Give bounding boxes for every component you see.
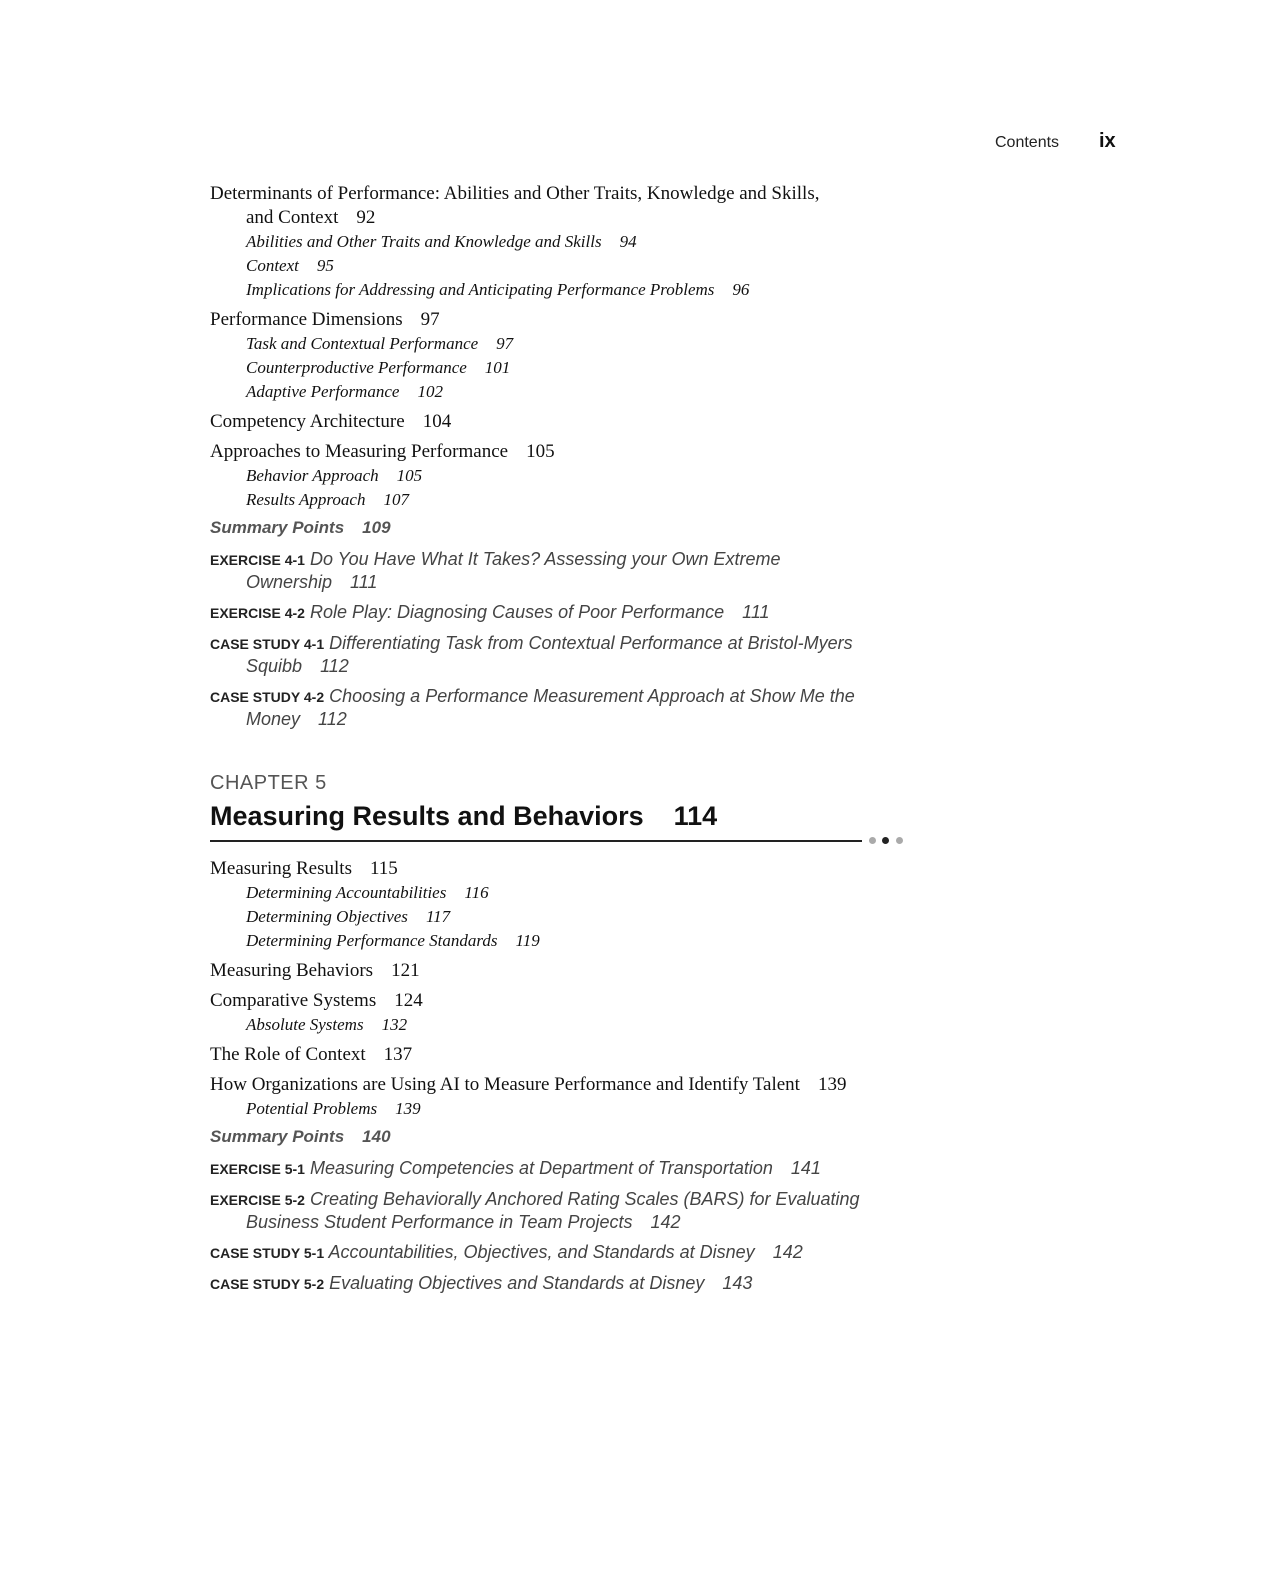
toc-entry-title: Competency Architecture xyxy=(210,411,405,432)
exercise-page: 141 xyxy=(790,1158,821,1178)
toc-subentry-title: Determining Performance Standards xyxy=(246,931,498,950)
case-study-title: Evaluating Objectives and Standards at Disney xyxy=(329,1273,705,1293)
toc-entry-page: 124 xyxy=(394,990,423,1011)
summary-points-entry[interactable] xyxy=(210,1125,930,1149)
exercise-title: Measuring Competencies at Department of Transportation xyxy=(309,1158,773,1178)
toc-entry-title-cont: and Context xyxy=(246,207,339,228)
toc-entry-title: Performance Dimensions xyxy=(210,309,403,330)
running-header xyxy=(995,130,1125,154)
toc-entry-title: Measuring Results xyxy=(210,858,352,879)
chapter-page: 114 xyxy=(673,801,718,831)
toc-entry-page: 105 xyxy=(526,441,555,462)
summary-points-title: Summary Points xyxy=(210,1127,345,1146)
toc-subentry-page: 117 xyxy=(425,907,451,926)
exercise-title: Creating Behaviorally Anchored Rating Scales (BARS) for Evaluating xyxy=(309,1189,860,1209)
toc-entry-title: Measuring Behaviors xyxy=(210,960,374,981)
toc-entry-page: 104 xyxy=(422,411,452,432)
case-study-label: CASE STUDY 5-2 xyxy=(210,1276,325,1292)
case-study-page: 143 xyxy=(722,1273,753,1293)
toc-subentry[interactable] xyxy=(210,380,930,404)
toc-entry[interactable] xyxy=(210,1043,930,1067)
case-study-entry[interactable] xyxy=(210,1272,930,1295)
toc-subentry-page: 116 xyxy=(464,883,489,902)
toc-entry-title: Approaches to Measuring Performance xyxy=(210,441,509,462)
toc-subentry[interactable] xyxy=(210,464,930,488)
case-study-entry[interactable] xyxy=(210,1241,930,1264)
toc-entry[interactable] xyxy=(210,857,930,881)
exercise-entry[interactable] xyxy=(210,1157,930,1180)
toc-subentry[interactable] xyxy=(210,488,930,512)
exercise-title: Role Play: Diagnosing Causes of Poor Performance xyxy=(309,602,725,622)
toc-subentry-title: Task and Contextual Performance xyxy=(246,334,479,353)
toc-entry-title: The Role of Context xyxy=(210,1044,366,1065)
toc-entry-page: 139 xyxy=(817,1074,847,1095)
toc-subentry-title: Determining Accountabilities xyxy=(246,883,447,902)
exercise-page: 111 xyxy=(742,602,770,622)
exercise-title-cont: Ownership xyxy=(246,572,333,592)
toc-entry-page: 97 xyxy=(420,309,440,330)
case-study-title: Accountabilities, Objectives, and Standards at Disney xyxy=(328,1242,755,1262)
case-study-page: 112 xyxy=(318,709,347,729)
chapter-rule xyxy=(210,835,910,847)
exercise-page: 111 xyxy=(350,572,378,592)
exercise-label: EXERCISE 5-2 xyxy=(210,1192,305,1208)
case-study-label: CASE STUDY 5-1 xyxy=(210,1245,325,1261)
toc-subentry-title: Context xyxy=(246,256,299,275)
toc-subentry[interactable] xyxy=(210,929,930,953)
toc-entry-page: 92 xyxy=(356,207,376,228)
toc-subentry[interactable] xyxy=(210,1097,930,1121)
case-study-title-cont: Money xyxy=(246,709,301,729)
rule-dot-icon xyxy=(896,837,903,844)
rule-dot-icon xyxy=(882,837,889,844)
toc-entry-title: Determinants of Performance: Abilities and Other Traits, Knowledge and Skills, xyxy=(210,183,820,204)
toc-subentry-title: Determining Objectives xyxy=(246,907,408,926)
toc-subentry-title: Absolute Systems xyxy=(246,1015,364,1034)
chapter-title-text: Measuring Results and Behaviors xyxy=(210,801,644,831)
toc-subentry[interactable] xyxy=(210,356,930,380)
toc-subentry[interactable] xyxy=(210,254,930,278)
exercise-entry[interactable] xyxy=(210,601,930,624)
case-study-entry[interactable] xyxy=(210,632,930,677)
exercise-page: 142 xyxy=(650,1212,681,1232)
exercise-entry[interactable] xyxy=(210,1188,930,1233)
toc-entry-title: Comparative Systems xyxy=(210,990,377,1011)
toc-subentry-title: Adaptive Performance xyxy=(246,382,400,401)
case-study-entry[interactable] xyxy=(210,685,930,730)
toc-subentry-title: Results Approach xyxy=(246,490,366,509)
toc-subentry-page: 95 xyxy=(316,256,334,275)
toc-subentry-page: 97 xyxy=(496,334,514,353)
toc-subentry-title: Potential Problems xyxy=(246,1099,378,1118)
toc-subentry-title: Abilities and Other Traits and Knowledge and Skills xyxy=(246,232,602,251)
toc-subentry-title: Behavior Approach xyxy=(246,466,379,485)
case-study-label: CASE STUDY 4-1 xyxy=(210,636,325,652)
toc-subentry[interactable] xyxy=(210,278,930,302)
toc-subentry-page: 101 xyxy=(484,358,511,377)
toc-subentry-page: 119 xyxy=(515,931,540,950)
case-study-page: 112 xyxy=(320,656,349,676)
toc-entry[interactable] xyxy=(210,959,930,983)
toc-subentry[interactable] xyxy=(210,881,930,905)
toc-subentry-page: 102 xyxy=(417,382,443,401)
toc-entry[interactable] xyxy=(210,989,930,1013)
summary-points-page: 140 xyxy=(362,1127,391,1146)
exercise-label: EXERCISE 4-2 xyxy=(210,605,305,621)
summary-points-entry[interactable] xyxy=(210,516,930,540)
exercise-title-cont: Business Student Performance in Team Projects xyxy=(246,1212,633,1232)
toc-subentry-title: Counterproductive Performance xyxy=(246,358,467,377)
summary-points-title: Summary Points xyxy=(210,518,345,537)
toc-entry-title: How Organizations are Using AI to Measure Performance and Identify Talent xyxy=(210,1074,800,1095)
toc-subentry-page: 94 xyxy=(619,232,637,251)
chapter-label: CHAPTER 5 xyxy=(210,772,327,794)
toc-subentry[interactable] xyxy=(210,332,930,356)
table-of-contents xyxy=(210,182,930,1295)
case-study-title: Differentiating Task from Contextual Performance at Bristol-Myers xyxy=(329,633,853,653)
toc-subentry-page: 132 xyxy=(381,1015,408,1034)
toc-subentry-page: 139 xyxy=(395,1099,421,1118)
exercise-label: EXERCISE 4-1 xyxy=(210,552,305,568)
running-header-label: Contents xyxy=(995,134,1060,151)
toc-entry[interactable] xyxy=(210,410,930,434)
toc-subentry[interactable] xyxy=(210,905,930,929)
toc-entry-page: 137 xyxy=(383,1044,413,1065)
exercise-label: EXERCISE 5-1 xyxy=(210,1161,305,1177)
toc-entry[interactable] xyxy=(210,308,930,332)
toc-entry[interactable] xyxy=(210,182,930,230)
page-number: ix xyxy=(1099,130,1116,152)
toc-subentry-page: 107 xyxy=(383,490,409,509)
toc-subentry[interactable] xyxy=(210,230,930,254)
toc-entry[interactable] xyxy=(210,1073,930,1097)
case-study-label: CASE STUDY 4-2 xyxy=(210,689,325,705)
rule-dot-icon xyxy=(869,837,876,844)
toc-entry[interactable] xyxy=(210,440,930,464)
summary-points-page: 109 xyxy=(362,518,391,537)
toc-subentry[interactable] xyxy=(210,1013,930,1037)
exercise-entry[interactable] xyxy=(210,548,930,593)
case-study-title-cont: Squibb xyxy=(246,656,303,676)
toc-subentry-page: 96 xyxy=(732,280,750,299)
toc-subentry-title: Implications for Addressing and Anticipating Performance Problems xyxy=(246,280,715,299)
toc-entry-page: 121 xyxy=(391,960,420,981)
exercise-title: Do You Have What It Takes? Assessing your Own Extreme xyxy=(309,549,781,569)
chapter-rule-line xyxy=(210,840,862,842)
chapter-title[interactable] xyxy=(210,799,930,833)
toc-subentry-page: 105 xyxy=(396,466,423,485)
toc-entry-page: 115 xyxy=(369,858,398,879)
case-study-title: Choosing a Performance Measurement Approach at Show Me the xyxy=(329,686,855,706)
case-study-page: 142 xyxy=(772,1242,803,1262)
